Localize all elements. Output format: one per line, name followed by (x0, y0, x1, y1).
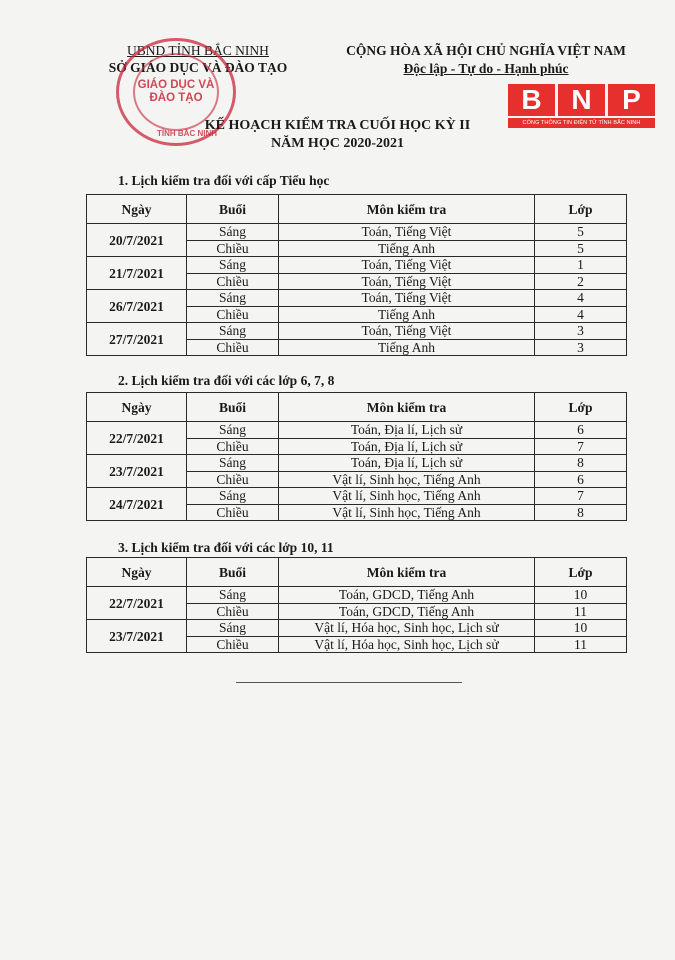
date-cell: 20/7/2021 (87, 224, 187, 257)
table-row (87, 587, 627, 604)
subject-cell: Toán, Tiếng Việt (279, 257, 535, 274)
subject-cell: Toán, Tiếng Việt (279, 290, 535, 307)
column-header-session: Buổi (187, 393, 279, 422)
grade-cell: 8 (535, 504, 627, 521)
closing-divider (236, 682, 462, 683)
column-header-grade: Lớp (535, 195, 627, 224)
subject-cell: Toán, Địa lí, Lịch sử (279, 455, 535, 472)
grade-cell: 8 (535, 455, 627, 472)
date-cell: 23/7/2021 (87, 455, 187, 488)
grade-cell: 11 (535, 603, 627, 620)
stamp-ring-text: TỈNH BẮC NINH (157, 129, 217, 138)
table-row (87, 455, 627, 472)
session-cell: Chiều (187, 306, 279, 323)
logo-letter-b: B (508, 84, 555, 116)
subject-cell: Toán, Tiếng Việt (279, 273, 535, 290)
schedule-table-primary (86, 194, 627, 356)
grade-cell: 4 (535, 306, 627, 323)
column-header-grade: Lớp (535, 393, 627, 422)
schedule-table-grades-10-11 (86, 557, 627, 653)
column-header-grade: Lớp (535, 558, 627, 587)
session-cell: Chiều (187, 603, 279, 620)
subject-cell: Toán, Địa lí, Lịch sử (279, 422, 535, 439)
session-cell: Sáng (187, 587, 279, 604)
table-row (87, 290, 627, 307)
document-title: KẾ HOẠCH KIỂM TRA CUỐI HỌC KỲ II (204, 118, 471, 133)
subject-cell: Vật lí, Hóa học, Sinh học, Lịch sử (279, 636, 535, 653)
session-cell: Chiều (187, 471, 279, 488)
table-header-row (87, 393, 627, 422)
stamp-inner-text: GIÁO DỤC VÀ ĐÀO TẠO (133, 53, 219, 131)
column-header-date: Ngày (87, 393, 187, 422)
date-cell: 22/7/2021 (87, 587, 187, 620)
logo-letter-n: N (558, 84, 605, 116)
session-cell: Chiều (187, 504, 279, 521)
column-header-session: Buổi (187, 195, 279, 224)
table-row (87, 620, 627, 637)
subject-cell: Toán, Tiếng Việt (279, 323, 535, 340)
grade-cell: 4 (535, 290, 627, 307)
school-year: NĂM HỌC 2020-2021 (271, 136, 404, 151)
table-row (87, 323, 627, 340)
session-cell: Sáng (187, 290, 279, 307)
country-name: CỘNG HÒA XÃ HỘI CHỦ NGHĨA VIỆT NAM (346, 43, 626, 58)
date-cell: 21/7/2021 (87, 257, 187, 290)
section-title-grades-6-8: 2. Lịch kiểm tra đối với các lớp 6, 7, 8 (118, 373, 335, 388)
subject-cell: Toán, Tiếng Việt (279, 224, 535, 241)
grade-cell: 7 (535, 488, 627, 505)
section-title-grades-10-11: 3. Lịch kiểm tra đối với các lớp 10, 11 (118, 540, 334, 555)
session-cell: Chiều (187, 438, 279, 455)
subject-cell: Tiếng Anh (279, 306, 535, 323)
subject-cell: Vật lí, Sinh học, Tiếng Anh (279, 488, 535, 505)
grade-cell: 7 (535, 438, 627, 455)
date-cell: 22/7/2021 (87, 422, 187, 455)
session-cell: Sáng (187, 422, 279, 439)
grade-cell: 5 (535, 224, 627, 241)
province-name: UBND TỈNH BẮC NINH (127, 43, 269, 58)
section-title-primary: 1. Lịch kiểm tra đối với cấp Tiểu học (118, 173, 330, 188)
column-header-date: Ngày (87, 195, 187, 224)
session-cell: Chiều (187, 240, 279, 257)
logo-letter-p: P (608, 84, 655, 116)
national-motto: Độc lập - Tự do - Hạnh phúc (403, 61, 569, 76)
session-cell: Sáng (187, 224, 279, 241)
subject-cell: Toán, GDCD, Tiếng Anh (279, 587, 535, 604)
grade-cell: 3 (535, 323, 627, 340)
subject-cell: Tiếng Anh (279, 240, 535, 257)
subject-cell: Vật lí, Sinh học, Tiếng Anh (279, 471, 535, 488)
session-cell: Chiều (187, 339, 279, 356)
date-cell: 27/7/2021 (87, 323, 187, 356)
table-row (87, 224, 627, 241)
grade-cell: 6 (535, 471, 627, 488)
table-header-row (87, 195, 627, 224)
column-header-session: Buổi (187, 558, 279, 587)
grade-cell: 10 (535, 620, 627, 637)
subject-cell: Vật lí, Hóa học, Sinh học, Lịch sử (279, 620, 535, 637)
session-cell: Sáng (187, 620, 279, 637)
session-cell: Sáng (187, 488, 279, 505)
subject-cell: Toán, Địa lí, Lịch sử (279, 438, 535, 455)
grade-cell: 6 (535, 422, 627, 439)
grade-cell: 3 (535, 339, 627, 356)
column-header-subject: Môn kiểm tra (279, 558, 535, 587)
table-header-row (87, 558, 627, 587)
date-cell: 26/7/2021 (87, 290, 187, 323)
session-cell: Chiều (187, 636, 279, 653)
session-cell: Chiều (187, 273, 279, 290)
department-name: SỞ GIÁO DỤC VÀ ĐÀO TẠO (108, 60, 288, 75)
national-heading (326, 42, 646, 78)
column-header-date: Ngày (87, 558, 187, 587)
session-cell: Sáng (187, 257, 279, 274)
table-row (87, 488, 627, 505)
table-row (87, 257, 627, 274)
subject-cell: Toán, GDCD, Tiếng Anh (279, 603, 535, 620)
table-row (87, 422, 627, 439)
grade-cell: 11 (535, 636, 627, 653)
subject-cell: Vật lí, Sinh học, Tiếng Anh (279, 504, 535, 521)
grade-cell: 1 (535, 257, 627, 274)
grade-cell: 2 (535, 273, 627, 290)
logo-subtitle: CỔNG THÔNG TIN ĐIỆN TỬ TỈNH BẮC NINH (508, 118, 655, 128)
session-cell: Sáng (187, 455, 279, 472)
grade-cell: 5 (535, 240, 627, 257)
schedule-table-grades-6-8 (86, 392, 627, 521)
column-header-subject: Môn kiểm tra (279, 195, 535, 224)
grade-cell: 10 (535, 587, 627, 604)
subject-cell: Tiếng Anh (279, 339, 535, 356)
session-cell: Sáng (187, 323, 279, 340)
date-cell: 23/7/2021 (87, 620, 187, 653)
column-header-subject: Môn kiểm tra (279, 393, 535, 422)
date-cell: 24/7/2021 (87, 488, 187, 521)
